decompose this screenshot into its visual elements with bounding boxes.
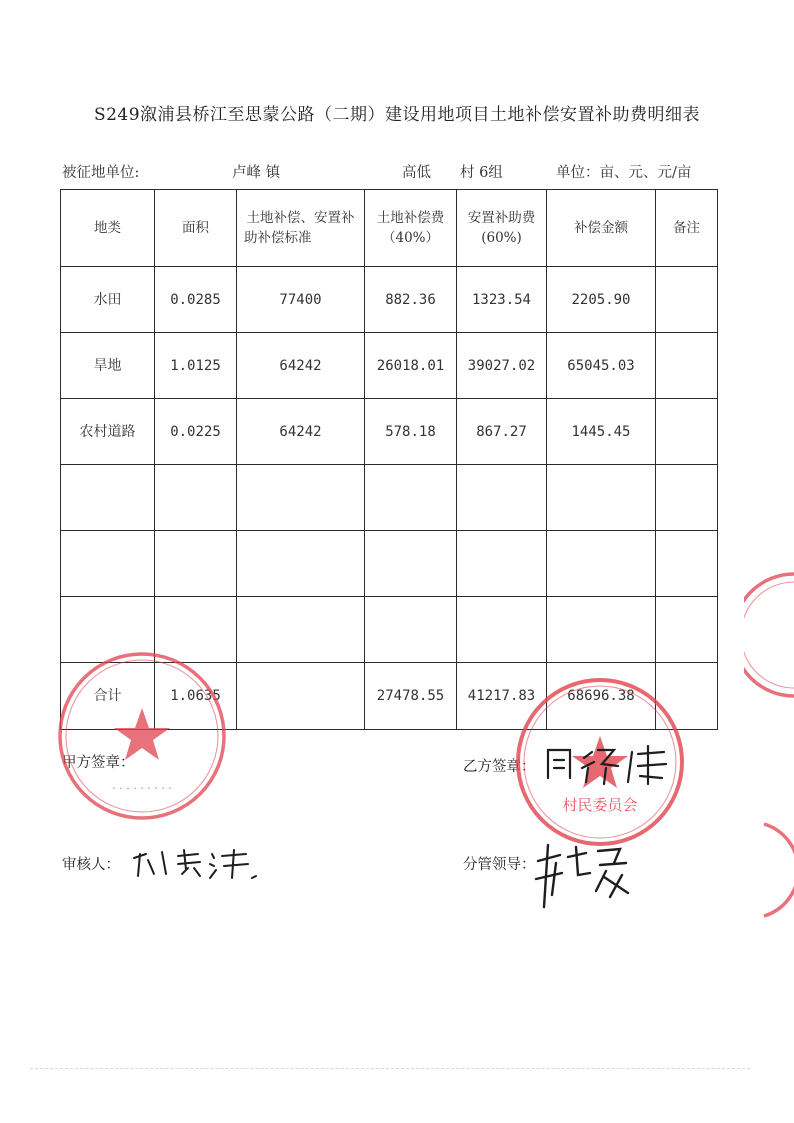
right-seal-bottom-text: 村民委员会 [562, 796, 638, 814]
total-area: 1.0635 [155, 663, 237, 730]
total-label: 合计 [61, 663, 155, 730]
header-land-comp [365, 190, 457, 267]
supervisor-handwritten-signature [530, 835, 640, 915]
total-standard [237, 663, 365, 730]
table-row [61, 267, 718, 333]
header-remark: 备注 [656, 190, 718, 267]
cell-amount: 2205.90 [547, 267, 656, 333]
header-amount: 补偿金额 [547, 190, 656, 267]
cell-resettle: 1323.54 [457, 267, 547, 333]
cell-area: 0.0225 [155, 399, 237, 465]
document-title: S249溆浦县桥江至思蒙公路（二期）建设用地项目土地补偿安置补助费明细表 [93, 105, 701, 125]
town-name: 卢峰 镇 [232, 165, 281, 181]
header-resettle [457, 190, 547, 267]
cell-land-comp: 26018.01 [365, 333, 457, 399]
header-land-comp-line1: 土地补偿费 [376, 210, 445, 226]
total-resettle: 41217.83 [457, 663, 547, 730]
total-land-comp: 27478.55 [365, 663, 457, 730]
left-official-seal [52, 646, 232, 826]
cell-land-type: 农村道路 [61, 399, 155, 465]
cell-land-type: 水田 [61, 267, 155, 333]
header-standard-line1: 土地补偿、安置补 [246, 210, 355, 226]
header-resettle-line1: 安置补助费 [467, 210, 536, 226]
scan-artifact-line [30, 1068, 750, 1069]
total-amount: 68696.38 [547, 663, 656, 730]
cell-standard: 64242 [237, 333, 365, 399]
party-a-label: 甲方签章： [62, 755, 135, 771]
header-land-comp-line2: （40%） [381, 230, 439, 246]
cell-land-comp: 882.36 [365, 267, 457, 333]
header-standard [237, 190, 365, 267]
edge-seal-top [744, 570, 794, 700]
svg-text:· · · · · · · · ·: · · · · · · · · · [112, 782, 172, 795]
cell-remark [656, 267, 718, 333]
party-b-handwritten-signature [540, 738, 680, 790]
table-header-row [61, 190, 718, 267]
table-row [61, 399, 718, 465]
cell-amount: 1445.45 [547, 399, 656, 465]
cell-standard: 64242 [237, 399, 365, 465]
cell-remark [656, 399, 718, 465]
header-standard-line2: 助补偿标准 [244, 230, 312, 246]
table-row-empty [61, 531, 718, 597]
header-resettle-line2: (60%) [481, 230, 522, 246]
group-name: 村 6组 [460, 165, 503, 181]
village-name: 高低 [402, 165, 431, 181]
cell-standard: 77400 [237, 267, 365, 333]
cell-resettle: 39027.02 [457, 333, 547, 399]
cell-amount: 65045.03 [547, 333, 656, 399]
header-area: 面积 [155, 190, 237, 267]
cell-area: 1.0125 [155, 333, 237, 399]
unit-label: 被征地单位: [62, 165, 140, 181]
edge-seal-bottom [760, 820, 794, 920]
party-b-label: 乙方签章： [463, 759, 536, 775]
table-row-empty [61, 465, 718, 531]
cell-remark [656, 333, 718, 399]
reviewer-label: 审核人： [62, 857, 120, 873]
cell-land-type: 旱地 [61, 333, 155, 399]
cell-resettle: 867.27 [457, 399, 547, 465]
reviewer-handwritten-signature [128, 840, 278, 885]
supervisor-label: 分管领导： [463, 857, 536, 873]
units-label: 单位：亩、元、元/亩 [556, 165, 692, 181]
table-row [61, 333, 718, 399]
header-land-type: 地类 [61, 190, 155, 267]
cell-area: 0.0285 [155, 267, 237, 333]
cell-land-comp: 578.18 [365, 399, 457, 465]
